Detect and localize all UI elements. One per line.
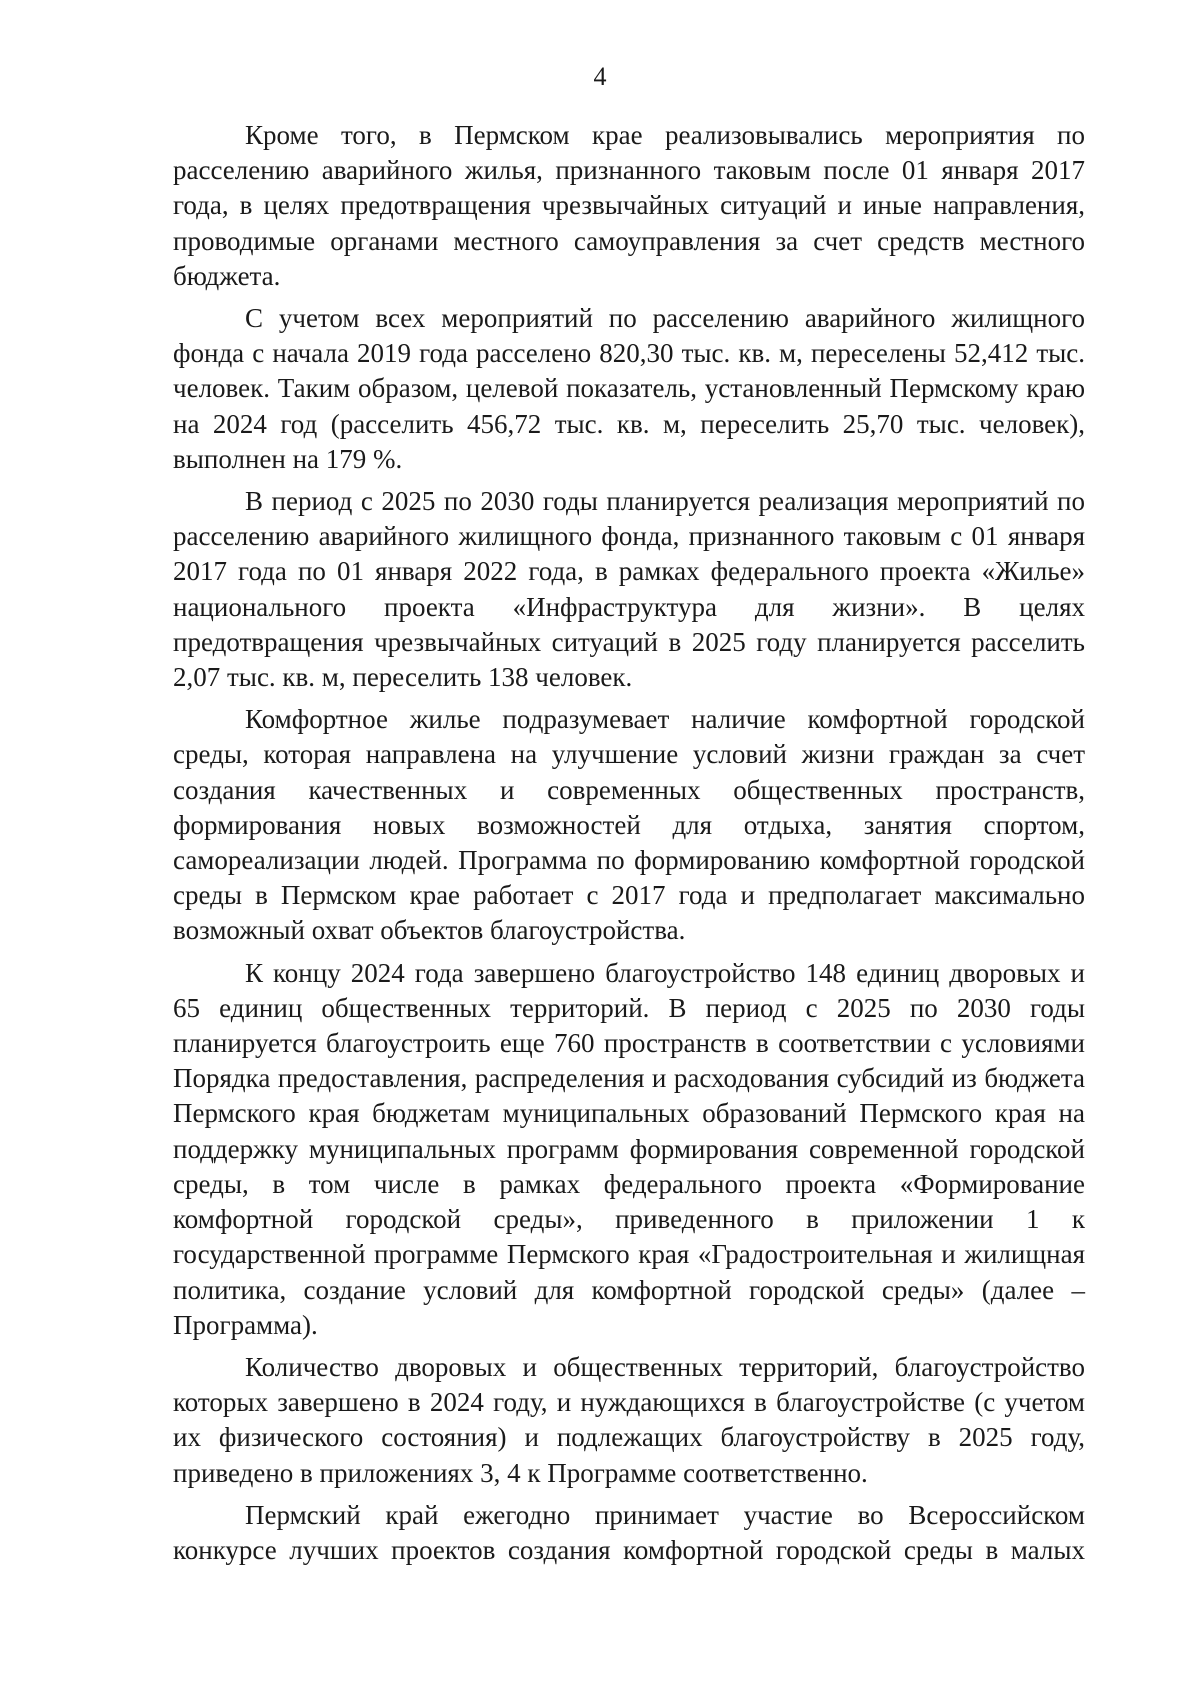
page-number: 4 <box>593 62 607 91</box>
document-body <box>173 118 1085 1575</box>
paragraph-resettlement-plan-2025-2030: В период с 2025 по 2030 годы планируется реализация мероприятий по расселению аварийного жилищного фонда, признанного таковым с 01 января 2017 года по 01 января 2022 года, в рамках федерального проекта «Жилье» национального проекта «Инфраструктура для жизни». В целях предотвращения чрезвычайных ситуаций в 2025 году планируется расселить 2,07 тыс. кв. м, переселить 138 человек. <box>173 486 1085 693</box>
paragraph-territories-count: Количество дворовых и общественных территорий, благоустройство которых завершено в 2024 году, и нуждающихся в благоустройстве (с учетом их физического состояния) и подлежащих благоустройству в 2025 году, приведено в приложениях 3, 4 к Программе соответственно. <box>173 1351 1085 1488</box>
paragraph-emergency-housing-local: Кроме того, в Пермском крае реализовывались мероприятия по расселению аварийного жилья, признанного таковым после 01 января 2017 года, в целях предотвращения чрезвычайных ситуаций и иные направления, проводимые органами местного самоуправления за счет средств местного бюджета. <box>173 120 1085 291</box>
paragraph-all-russian-contest: Пермский край ежегодно принимает участие во Всероссийском конкурсе лучших проектов создания комфортной городской среды в малых <box>173 1499 1085 1565</box>
paragraph-landscaping-results: К концу 2024 года завершено благоустройство 148 единиц дворовых и 65 единиц общественных территорий. В период с 2025 по 2030 годы планируется благоустроить еще 760 пространств в соответствии с условиями Порядка предоставления, распределения и расходования субсидий из бюджета Пермского края бюджетам муниципальных образований Пермского края на поддержку муниципальных программ формирования современной городской среды, в том числе в рамках федерального проекта «Формирование комфортной городской среды», приведенного в приложении 1 к государственной программе Пермского края «Градостроительная и жилищная политика, создание условий для комфортной городской среды» (далее – Программа). <box>173 957 1085 1340</box>
paragraph-comfortable-urban-environment: Комфортное жилье подразумевает наличие комфортной городской среды, которая направлена на улучшение условий жизни граждан за счет создания качественных и современных общественных пространств, формирования новых возможностей для отдыха, занятия спортом, самореализации людей. Программа по формированию комфортной городской среды в Пермском крае работает с 2017 года и предполагает максимально возможный охват объектов благоустройства. <box>173 704 1085 946</box>
paragraph-resettlement-results: С учетом всех мероприятий по расселению аварийного жилищного фонда с начала 2019 года расселено 820,30 тыс. кв. м, переселены 52,412 тыс. человек. Таким образом, целевой показатель, установленный Пермскому краю на 2024 год (расселить 456,72 тыс. кв. м, переселить 25,70 тыс. человек), выполнен на 179 %. <box>173 303 1085 474</box>
